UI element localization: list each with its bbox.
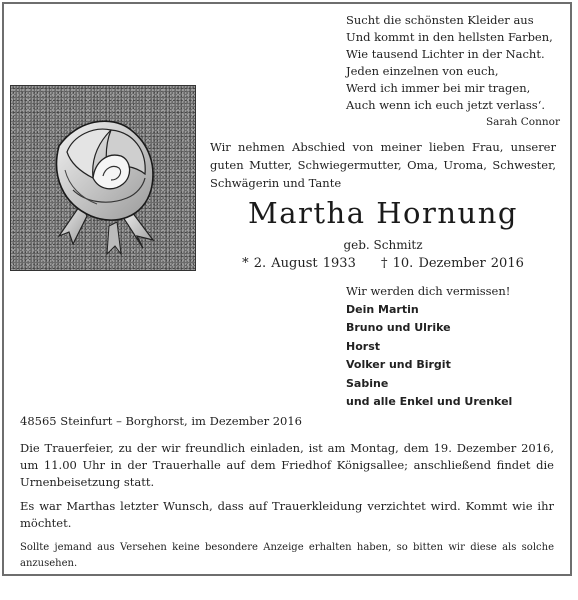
poem-line: Jeden einzelnen von euch, (346, 64, 499, 78)
service-paragraph: Die Trauerfeier, zu der wir freundlich einladen, ist am Montag, dem 19. Dezember 2016, um 11.00 Uhr in der Trauerhalle auf dem Friedhof Königsallee; anschließend findet die Urnenbeisetzung statt. (20, 441, 554, 489)
mourner-name: Sabine (346, 376, 389, 390)
life-dates (210, 256, 556, 271)
mourner-name: und alle Enkel und Urenkel (346, 395, 513, 408)
wish-paragraph: Es war Marthas letzter Wunsch, dass auf Trauerkleidung verzichtet wird. Kommt wie ihr möchtet. (20, 499, 554, 530)
mourners (346, 282, 566, 412)
mourners-heading: Wir werden dich vermissen! (346, 284, 511, 298)
poem-line: Wie tausend Lichter in der Nacht. (346, 47, 545, 61)
place-date: 48565 Steinfurt – Borghorst, im Dezember 2016 (20, 414, 302, 428)
death-date: † 10. Dezember 2016 (381, 256, 524, 271)
maiden-name: geb. Schmitz (343, 238, 423, 252)
notice-paragraph: Sollte jemand aus Versehen keine besondere Anzeige erhalten haben, so bitten wir diese als solche anzusehen. (20, 542, 554, 569)
mourner-name: Dein Martin (346, 302, 419, 316)
rose-photo (10, 85, 196, 271)
poem-line: Auch wenn ich euch jetzt verlass‘. (346, 98, 546, 112)
rose-icon (11, 86, 195, 270)
poem-line: Werd ich immer bei mir tragen, (346, 81, 531, 95)
poem-author: Sarah Connor (485, 116, 560, 128)
mourner-name: Bruno und Ulrike (346, 321, 451, 334)
deceased-name: Martha Hornung (248, 196, 518, 230)
intro-text: Wir nehmen Abschied von meiner lieben Frau, unserer guten Mutter, Schwiegermutter, Oma, Uroma, Schwester, Schwägerin und Tante (210, 140, 556, 190)
poem-line: Und kommt in den hellsten Farben, (346, 30, 553, 44)
poem (346, 12, 560, 131)
mourner-name: Horst (346, 339, 380, 353)
poem-line: Sucht die schönsten Kleider aus (346, 13, 534, 27)
mourner-name: Volker und Birgit (346, 358, 451, 371)
birth-date: * 2. August 1933 (242, 256, 356, 271)
